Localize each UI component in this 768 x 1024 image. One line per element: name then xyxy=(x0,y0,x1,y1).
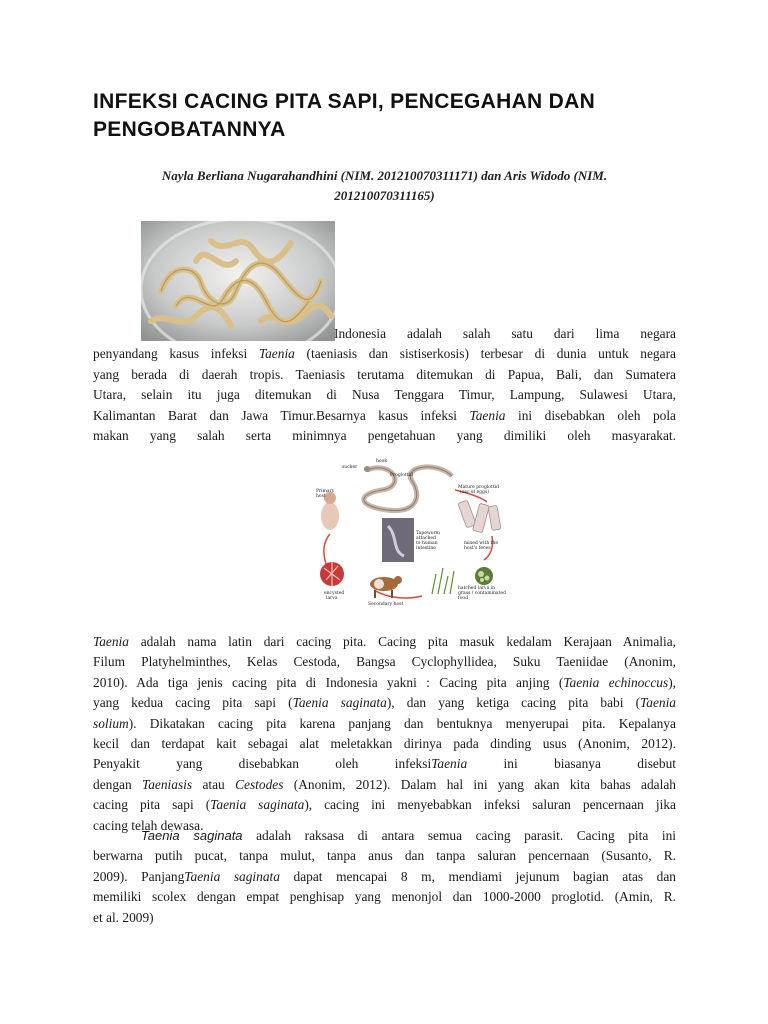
paragraph-2-line-3: 2010). Ada tiga jenis cacing pita di Indonesia yakni : Cacing pita anjing (Taenia echinoccus), xyxy=(93,674,676,690)
diagram-label-mature: Mature proglottid xyxy=(458,485,499,490)
diagram-label-secondary: Secondary host xyxy=(368,602,404,606)
diagram-label-hatched-3: food xyxy=(458,596,468,601)
paragraph-3-line-3: 2009). PanjangTaenia saginata dapat mencapai 8 m, mendiami jejunum bagian atas dan xyxy=(93,868,676,884)
paragraph-2-line-10: cacing telah dewasa. xyxy=(93,817,204,833)
diagram-label-hatched-1: hatched larva in xyxy=(458,586,496,591)
diagram-label-tapeworm-4: intestine xyxy=(416,546,436,551)
diagram-label-mixed-2: host's feces xyxy=(464,546,491,551)
paragraph-2-line-4: yang kedua cacing pita sapi (Taenia saginata), dan yang ketiga cacing pita babi (Taenia xyxy=(93,695,676,711)
diagram-label-hook: hook xyxy=(376,459,388,464)
paragraph-2-line-6: kecil dan terdapat kait sebagai alat meletakkan dirinya pada dinding usus (Anonim, 2012). xyxy=(93,736,676,752)
paragraph-3-line-1: Taenia saginata adalah raksasa di antara semua cacing parasit. Cacing pita ini xyxy=(141,828,677,843)
diagram-label-proglottid: Proglottid xyxy=(390,473,413,478)
authors-line xyxy=(93,166,676,206)
paragraph-3-line-4: memiliki scolex dengan empat penghisap yang menonjol dan 1000-2000 proglotid. (Amin, R. xyxy=(93,889,676,905)
tapeworm-photo xyxy=(141,221,335,341)
diagram-label-tapeworm-1: Tapeworm xyxy=(416,531,440,536)
paragraph-1-line-5: Kalimantan Barat dan Jawa Timur.Besarnya kasus infeksi Taenia ini disebabkan oleh pola xyxy=(93,407,677,423)
diagram-label-host: host xyxy=(316,494,326,499)
tapeworm-in-petri-dish-photo xyxy=(141,221,335,341)
diagram-label-encysted-1: encysted xyxy=(324,591,345,596)
paragraph-1-line-3: yang berada di daerah tropis. Taeniasis terutama ditemukan di Papua, Bali, dan Sumatera xyxy=(93,366,676,382)
paragraph-2-line-8: dengan Taeniasis atau Cestodes (Anonim, 2012). Dalam hal ini yang akan kita bahas adalah xyxy=(93,776,676,792)
diagram-label-sucker: sucker xyxy=(342,465,358,470)
diagram-label-mature-2: (sac of eggs) xyxy=(460,490,489,495)
title-line-1: INFEKSI CACING PITA SAPI, PENCEGAHAN DAN xyxy=(93,90,596,113)
paragraph-2-line-9: cacing pita sapi (Taenia saginata), cacing ini menyebabkan infeksi saluran pencernaan jika xyxy=(93,797,676,813)
authors-line-1: Nayla Berliana Nugarahandhini (NIM. 201210070311171) dan Aris Widodo (NIM. xyxy=(161,168,608,183)
paragraph-1-line-1: Indonesia adalah salah satu dari lima negara xyxy=(334,326,676,341)
paragraph-2-line-7: Penyakit yang disebabkan oleh infeksiTaenia ini biasanya disebut xyxy=(93,756,676,772)
paragraph-3-line-2: berwarna putih pucat, tanpa mulut, tanpa anus dan tanpa saluran pencernaan (Susanto, R. xyxy=(93,848,676,864)
paragraph-1-line-2: penyandang kasus infeksi Taenia (taeniasis dan sistiserkosis) terbesar di dunia untuk negara xyxy=(93,346,676,362)
paragraph-2-line-5: solium). Dikatakan cacing pita karena panjang dan bentuknya menyerupai pita. Kepalanya xyxy=(93,715,676,731)
diagram-label-mixed-1: mixed with the xyxy=(464,541,499,546)
paragraph-1-line-6: makan yang salah serta minimnya pengetahuan yang dimiliki oleh masyarakat. xyxy=(93,428,676,444)
page-title xyxy=(93,88,693,144)
diagram-label-hatched-2: grass / contaminated xyxy=(458,591,506,596)
paragraph-3 xyxy=(93,826,676,928)
paragraph-1-line-4: Utara, selain itu juga ditemukan di Nusa Tenggara Timur, Lampung, Sulawesi Utara, xyxy=(93,387,676,403)
authors-line-2: 201210070311165) xyxy=(334,188,435,203)
paragraph-2 xyxy=(93,632,676,836)
diagram-label-primary: Primary xyxy=(316,489,335,494)
paragraph-2-line-2: Filum Platyhelminthes, Kelas Cestoda, Bangsa Cyclophyllidea, Suku Taeniidae (Anonim, xyxy=(93,654,676,670)
paragraph-3-line-5: et al. 2009) xyxy=(93,909,154,925)
tapeworm-life-cycle-diagram xyxy=(312,456,508,606)
paragraph-1 xyxy=(93,324,676,446)
title-line-2: PENGOBATANNYA xyxy=(93,118,286,141)
diagram-label-tapeworm-3: to human xyxy=(416,541,438,546)
diagram-label-tapeworm-2: attached xyxy=(416,536,436,541)
paragraph-2-line-1: Taenia adalah nama latin dari cacing pita. Cacing pita masuk kedalam Kerajaan Animalia, xyxy=(93,634,676,649)
diagram-label-encysted-2: larva xyxy=(326,596,338,601)
